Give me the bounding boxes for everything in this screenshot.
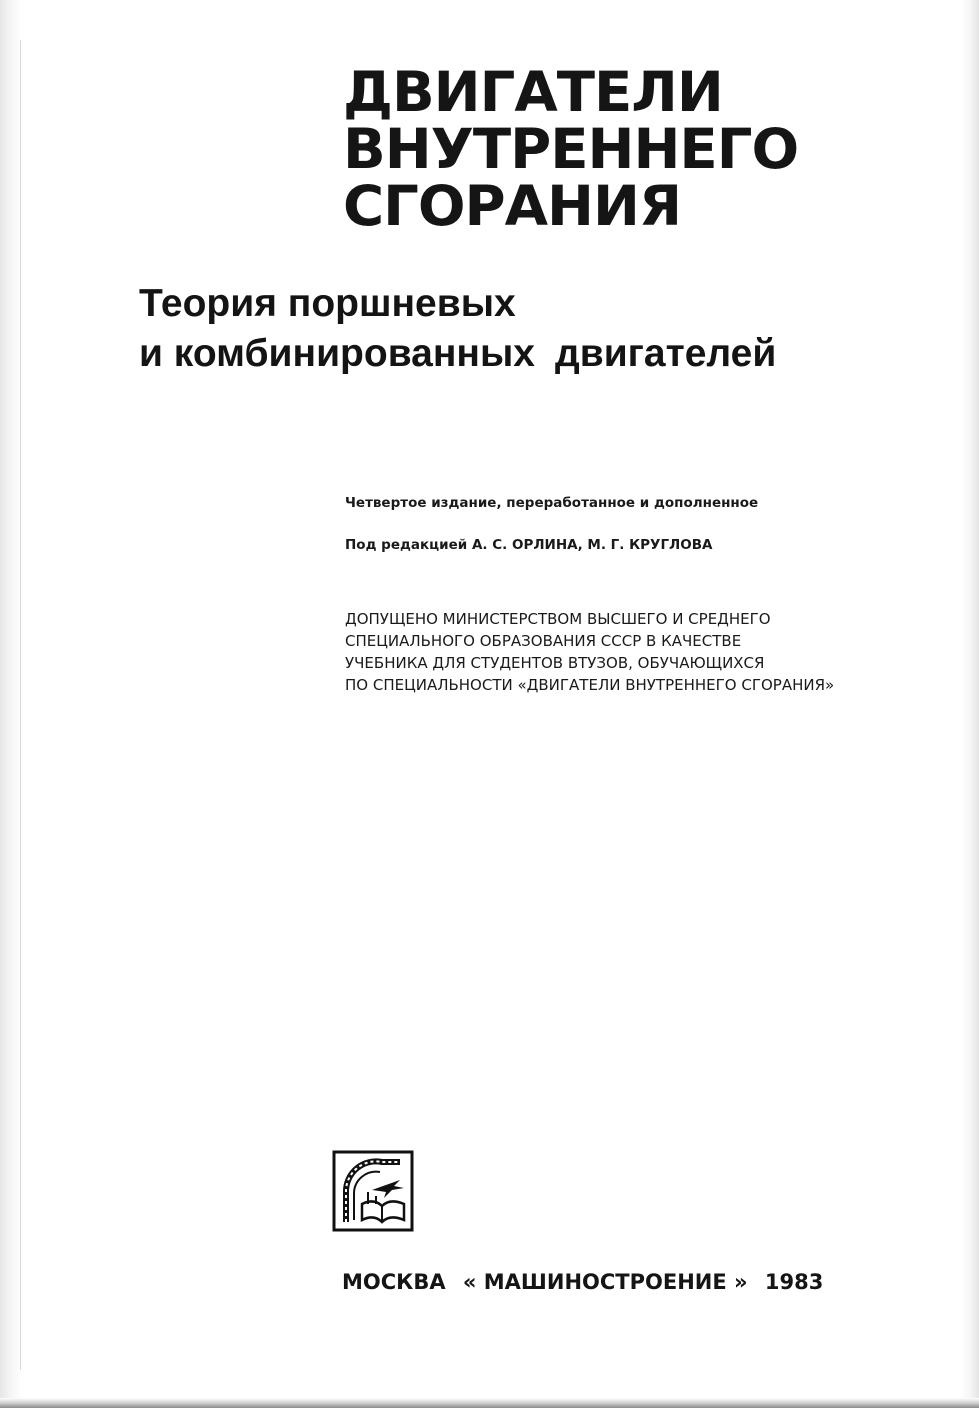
edition-note: Четвертое издание, переработанное и дополненное [345,495,759,511]
page-edge-left [0,0,22,1408]
book-title-line-2: ВНУТРЕННЕГО [343,117,799,181]
editors-line: Под редакцией А. С. ОРЛИНА, М. Г. КРУГЛОВА [345,537,713,553]
approval-line-2: СПЕЦИАЛЬНОГО ОБРАЗОВАНИЯ СССР В КАЧЕСТВЕ [345,632,742,650]
imprint-city: МОСКВА [342,1270,446,1294]
approval-line-3: УЧЕБНИКА ДЛЯ СТУДЕНТОВ ВТУЗОВ, ОБУЧАЮЩИХСЯ [345,654,765,672]
book-title-line-3: СГОРАНИЯ [343,174,682,238]
imprint-year: 1983 [764,1270,824,1294]
publisher-logo-icon [332,1150,414,1232]
subtitle-line-2a: и комбинированных [139,332,535,375]
book-subtitle [139,279,776,379]
subtitle-line-2b: двигателей [554,332,777,375]
imprint [342,1270,823,1294]
approval-statement [345,608,834,696]
page-edge-right [961,0,979,1408]
page-edge-bottom [0,1398,979,1408]
page-crease [20,40,21,1370]
approval-line-1: ДОПУЩЕНО МИНИСТЕРСТВОМ ВЫСШЕГО И СРЕДНЕГО [345,610,771,628]
book-title [343,60,799,238]
subtitle-line-1: Теория поршневых [139,282,516,325]
subtitle-line-2 [139,329,776,379]
approval-line-4: ПО СПЕЦИАЛЬНОСТИ «ДВИГАТЕЛИ ВНУТРЕННЕГО СГОРАНИЯ» [345,676,835,694]
book-title-line-1: ДВИГАТЕЛИ [343,60,723,124]
imprint-publisher: « МАШИНОСТРОЕНИЕ » [462,1270,748,1294]
